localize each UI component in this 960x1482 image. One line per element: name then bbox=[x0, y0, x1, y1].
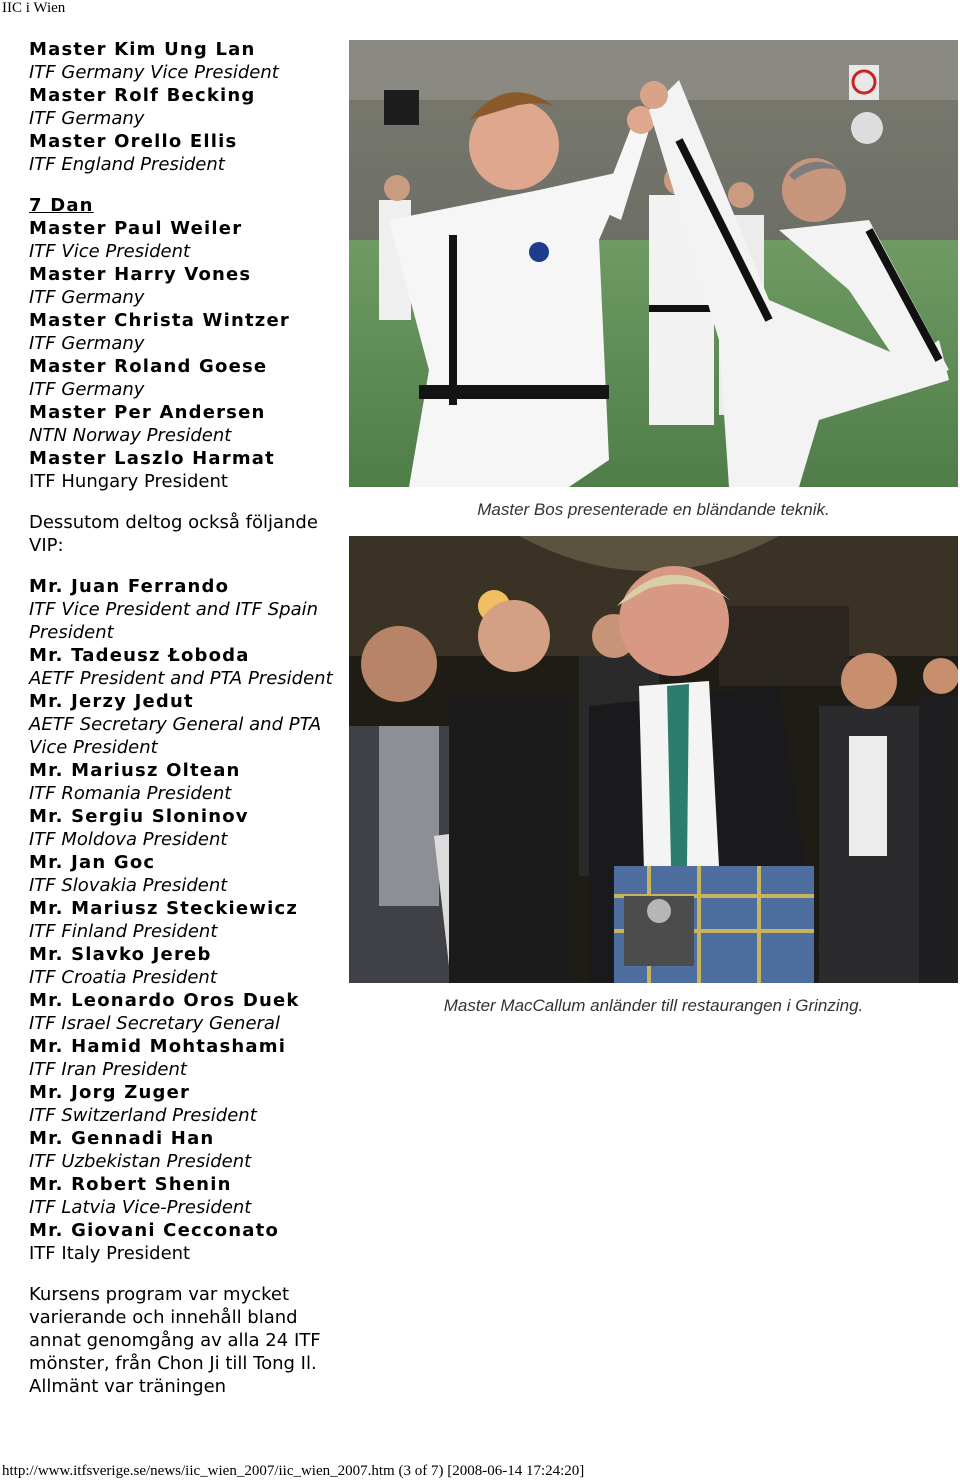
vip-role: ITF Slovakia President bbox=[29, 875, 228, 896]
attendee-entry bbox=[29, 130, 334, 176]
attendee-role: ITF Germany bbox=[29, 379, 145, 400]
photo-kilt-arrival bbox=[349, 536, 958, 983]
vip-role: AETF President and PTA President bbox=[29, 668, 333, 689]
attendee-entry bbox=[29, 447, 334, 493]
vip-entry bbox=[29, 897, 334, 943]
vip-entry bbox=[29, 1127, 334, 1173]
vip-name: Mr. Jan Goc bbox=[29, 852, 156, 873]
vip-name: Mr. Tadeusz Łoboda bbox=[29, 645, 250, 666]
vip-entry bbox=[29, 1173, 334, 1219]
attendee-role: ITF Germany Vice President bbox=[29, 62, 279, 83]
vip-name: Mr. Jorg Zuger bbox=[29, 1082, 191, 1103]
vip-name: Mr. Jerzy Jedut bbox=[29, 691, 194, 712]
attendee-role: ITF Germany bbox=[29, 333, 145, 354]
vip-role: ITF Israel Secretary General bbox=[29, 1013, 280, 1034]
photo-caption-kick: Master Bos presenterade en bländande teknik. bbox=[477, 500, 830, 519]
attendee-name: Master Kim Ung Lan bbox=[29, 39, 256, 60]
attendee-entry bbox=[29, 309, 334, 355]
vip-list bbox=[29, 575, 334, 1265]
attendee-role: NTN Norway President bbox=[29, 425, 232, 446]
attendee-role: ITF Vice President bbox=[29, 241, 191, 262]
vip-role: ITF Romania President bbox=[29, 783, 232, 804]
vip-role: ITF Italy President bbox=[29, 1243, 191, 1264]
vip-entry bbox=[29, 1081, 334, 1127]
attendee-role: ITF Hungary President bbox=[29, 471, 228, 492]
attendee-name: Master Christa Wintzer bbox=[29, 310, 290, 331]
vip-role: ITF Uzbekistan President bbox=[29, 1151, 252, 1172]
vip-entry bbox=[29, 989, 334, 1035]
vip-entry bbox=[29, 690, 334, 759]
photo-kilt-arrival-image bbox=[349, 536, 958, 983]
vip-entry bbox=[29, 644, 334, 690]
attendee-name: Master Orello Ellis bbox=[29, 131, 238, 152]
attendee-entry bbox=[29, 84, 334, 130]
attendee-role: ITF England President bbox=[29, 154, 225, 175]
attendee-role: ITF Germany bbox=[29, 108, 145, 129]
page-header-title: IIC i Wien bbox=[2, 0, 66, 16]
vip-entry bbox=[29, 1219, 334, 1265]
vip-entry bbox=[29, 1035, 334, 1081]
vip-role: AETF Secretary General and PTA Vice President bbox=[29, 714, 322, 758]
vip-entry bbox=[29, 943, 334, 989]
vip-name: Mr. Hamid Mohtashami bbox=[29, 1036, 287, 1057]
vip-intro: Dessutom deltog också följande VIP: bbox=[29, 512, 318, 556]
photo-caption-kilt: Master MacCallum anländer till restaurangen i Grinzing. bbox=[443, 996, 864, 1015]
vip-role: ITF Finland President bbox=[29, 921, 218, 942]
photo-taekwondo-kick-image bbox=[349, 40, 958, 487]
attendee-name: Master Laszlo Harmat bbox=[29, 448, 275, 469]
group2-list bbox=[29, 217, 334, 493]
dan-heading: 7 Dan bbox=[29, 195, 94, 216]
vip-name: Mr. Giovani Cecconato bbox=[29, 1220, 280, 1241]
vip-name: Mr. Leonardo Oros Duek bbox=[29, 990, 300, 1011]
vip-name: Mr. Sergiu Sloninov bbox=[29, 806, 249, 827]
photo-taekwondo-kick bbox=[349, 40, 958, 487]
group1-list bbox=[29, 38, 334, 176]
vip-name: Mr. Slavko Jereb bbox=[29, 944, 212, 965]
vip-entry bbox=[29, 851, 334, 897]
vip-name: Mr. Mariusz Steckiewicz bbox=[29, 898, 299, 919]
vip-role: ITF Vice President and ITF Spain President bbox=[29, 599, 319, 643]
attendee-role: ITF Germany bbox=[29, 287, 145, 308]
vip-role: ITF Latvia Vice-President bbox=[29, 1197, 252, 1218]
attendee-entry bbox=[29, 217, 334, 263]
vip-role: ITF Switzerland President bbox=[29, 1105, 257, 1126]
vip-entry bbox=[29, 575, 334, 644]
vip-name: Mr. Mariusz Oltean bbox=[29, 760, 241, 781]
attendee-entry bbox=[29, 38, 334, 84]
attendee-entry bbox=[29, 401, 334, 447]
page-footer-url: http://www.itfsverige.se/news/iic_wien_2007/iic_wien_2007.htm (3 of 7) [2008-06-14 17:24:20] bbox=[2, 1463, 585, 1479]
attendee-name: Master Harry Vones bbox=[29, 264, 252, 285]
attendee-list bbox=[29, 38, 334, 1398]
attendee-entry bbox=[29, 355, 334, 401]
vip-role: ITF Moldova President bbox=[29, 829, 228, 850]
attendee-name: Master Roland Goese bbox=[29, 356, 268, 377]
attendee-name: Master Paul Weiler bbox=[29, 218, 243, 239]
attendee-entry bbox=[29, 263, 334, 309]
closing-paragraph: Kursens program var mycket varierande och innehåll bland annat genomgång av alla 24 ITF mönster, från Chon Ji till Tong Il. Allmänt var träningen bbox=[29, 1284, 321, 1397]
attendee-name: Master Per Andersen bbox=[29, 402, 266, 423]
vip-role: ITF Croatia President bbox=[29, 967, 217, 988]
vip-entry bbox=[29, 805, 334, 851]
vip-entry bbox=[29, 759, 334, 805]
attendee-name: Master Rolf Becking bbox=[29, 85, 256, 106]
vip-name: Mr. Robert Shenin bbox=[29, 1174, 232, 1195]
vip-role: ITF Iran President bbox=[29, 1059, 187, 1080]
vip-name: Mr. Juan Ferrando bbox=[29, 576, 230, 597]
vip-name: Mr. Gennadi Han bbox=[29, 1128, 215, 1149]
